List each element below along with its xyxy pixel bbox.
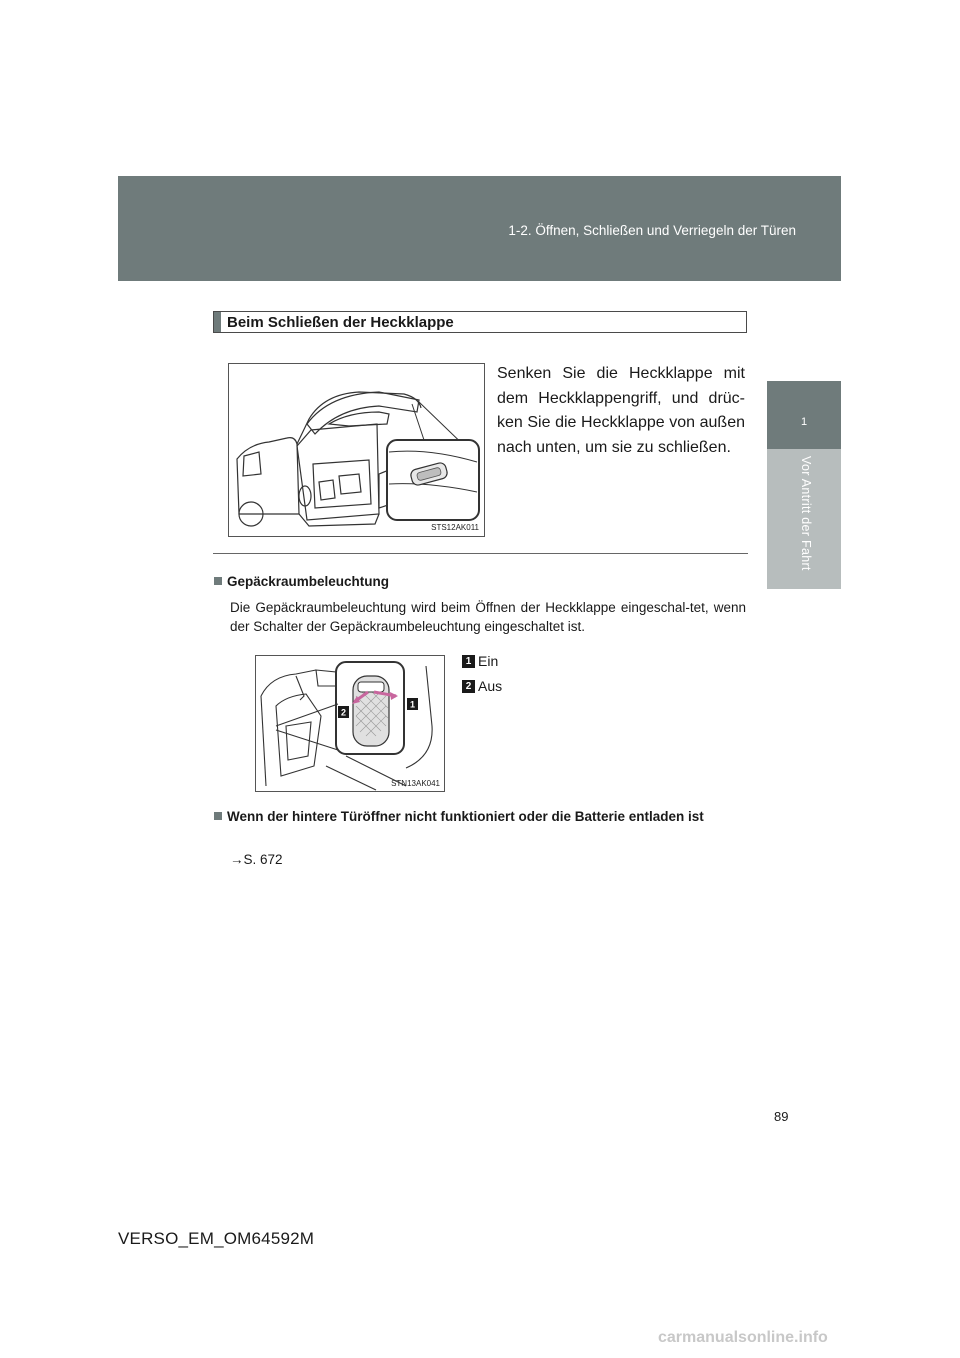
number-badge: 2 bbox=[462, 680, 475, 693]
svg-text:1: 1 bbox=[409, 699, 416, 710]
section-title: 1-2. Öffnen, Schließen und Verriegeln der Türen bbox=[508, 223, 796, 238]
chapter-header-band bbox=[118, 176, 841, 281]
page-reference-link[interactable]: →S. 672 bbox=[230, 852, 283, 867]
section-heading-text: Beim Schließen der Heckklappe bbox=[227, 314, 454, 331]
chapter-label: Vor Antritt der Fahrt bbox=[799, 456, 813, 571]
section-divider bbox=[213, 553, 748, 554]
svg-text:2: 2 bbox=[340, 707, 347, 718]
note-heading-text: Gepäckraumbeleuchtung bbox=[227, 574, 390, 589]
legend-item-off bbox=[462, 678, 502, 694]
tailgate-drawing bbox=[229, 364, 484, 536]
illustration-code: STN13AK041 bbox=[391, 779, 440, 788]
footer-code: VERSO_EM_OM64592M bbox=[118, 1229, 315, 1248]
note-heading bbox=[214, 807, 746, 826]
tailgate-illustration bbox=[228, 363, 485, 537]
legend-label: Ein bbox=[478, 653, 499, 669]
legend-item-on bbox=[462, 653, 498, 669]
luggage-light-illustration bbox=[255, 655, 445, 792]
note-heading bbox=[214, 574, 744, 589]
section-body: Senken Sie die Heckklappe mit dem Heckklappengriff, und drüc-ken Sie die Heckklappe von außen nach unten, um sie zu schließen. bbox=[497, 365, 745, 456]
legend-label: Aus bbox=[478, 678, 503, 694]
illustration-code: STS12AK011 bbox=[431, 523, 479, 532]
chapter-tab bbox=[767, 381, 841, 449]
page-number: 89 bbox=[774, 1109, 789, 1124]
square-bullet-icon bbox=[214, 577, 222, 585]
section-heading-bar bbox=[214, 312, 221, 332]
watermark: carmanualsonline.info bbox=[658, 1329, 828, 1346]
section-heading bbox=[213, 311, 747, 333]
square-bullet-icon bbox=[214, 812, 222, 820]
number-badge: 1 bbox=[462, 655, 475, 668]
note-text: Die Gepäckraumbeleuchtung wird beim Öffnen der Heckklappe eingeschal-tet, wenn der Schalter der Gepäckraumbeleuchtung eingeschaltet ist. bbox=[230, 600, 746, 634]
luggage-light-drawing bbox=[256, 656, 444, 791]
note-heading-text: Wenn der hintere Türöffner nicht funktioniert oder die Batterie entladen ist bbox=[227, 809, 704, 824]
chapter-number: 1 bbox=[800, 416, 808, 428]
